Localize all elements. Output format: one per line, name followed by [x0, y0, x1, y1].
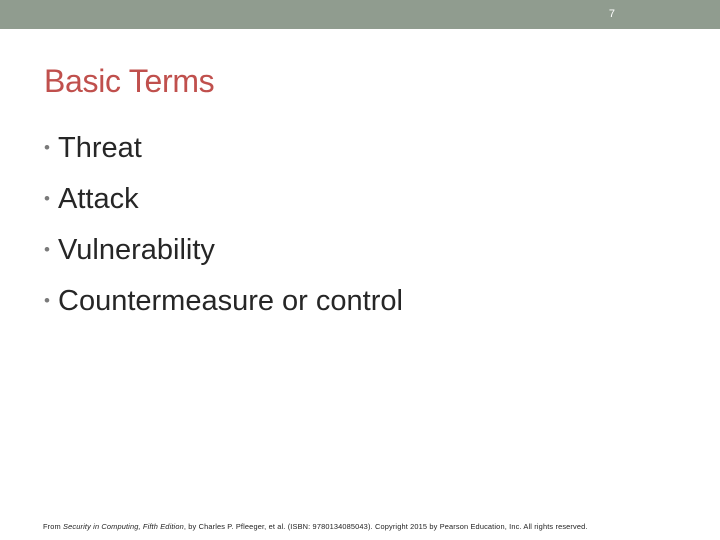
slide-title: Basic Terms — [44, 63, 215, 99]
slide-number: 7 — [608, 8, 615, 20]
bullet-text: Vulnerability — [58, 234, 215, 266]
bullet-list — [44, 132, 403, 336]
bullet-icon: • — [44, 291, 50, 310]
bullet-icon: • — [44, 240, 50, 259]
bullet-text: Attack — [58, 183, 139, 215]
copyright-footer — [43, 522, 588, 531]
bullet-item — [44, 234, 403, 285]
footer-from: From — [43, 522, 64, 531]
bullet-item — [44, 183, 403, 234]
bullet-icon: • — [44, 189, 50, 208]
footer-book-title: Security in Computing, Fifth Edition — [63, 522, 184, 531]
bullet-item — [44, 132, 403, 183]
bullet-item — [44, 285, 403, 336]
footer-rest: , by Charles P. Pfleeger, et al. (ISBN: 9780134085043). Copyright 2015 by Pearson Education, Inc. All rights reserved. — [183, 522, 588, 531]
bullet-text: Countermeasure or control — [58, 285, 403, 317]
header-bar — [0, 0, 720, 29]
bullet-text: Threat — [58, 132, 142, 164]
bullet-icon: • — [44, 138, 50, 157]
